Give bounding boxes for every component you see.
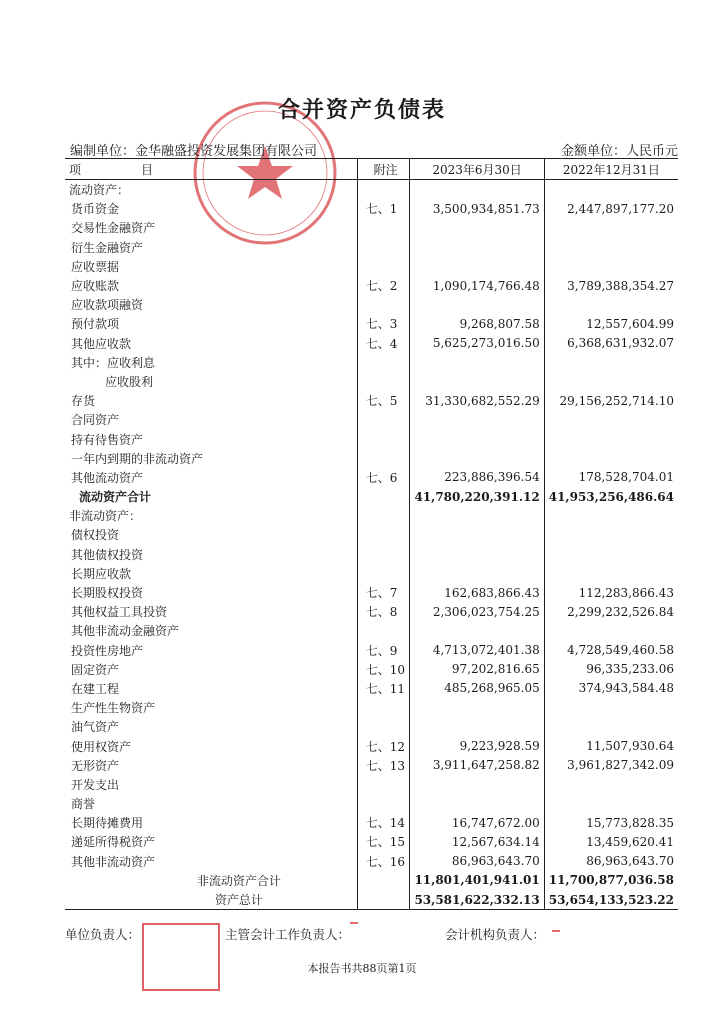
row-prior-value (544, 295, 678, 314)
row-item: 资产总计 (65, 890, 357, 910)
table-row (65, 276, 678, 295)
row-current-value (410, 180, 544, 200)
balance-sheet-table (65, 158, 678, 910)
row-item: 应收票据 (71, 259, 120, 274)
row-item: 流动资产合计 (79, 490, 152, 505)
row-current-value (410, 353, 544, 372)
row-item: 长期股权投资 (71, 586, 144, 601)
row-prior-value: 96,335,233.06 (544, 660, 678, 679)
row-current-value (410, 449, 544, 468)
row-item: 衍生金融资产 (71, 240, 144, 255)
company-name: 编制单位：金华融盛投资发展集团有限公司 (70, 144, 318, 159)
row-note (357, 775, 410, 794)
row-prior-value: 178,528,704.01 (544, 468, 678, 487)
row-prior-value (544, 353, 678, 372)
table-row (65, 832, 678, 851)
row-item: 无形资产 (71, 758, 120, 773)
signature-stamp-2 (552, 930, 560, 932)
row-prior-value (544, 506, 678, 525)
row-note: 七、2 (357, 276, 410, 295)
header-current: 2023年6月30日 (410, 159, 544, 180)
table-row (65, 871, 678, 890)
row-prior-value (544, 794, 678, 813)
row-item: 固定资产 (71, 662, 120, 677)
row-prior-value (544, 564, 678, 583)
row-item: 一年内到期的非流动资产 (71, 451, 204, 466)
row-note: 七、12 (357, 736, 410, 755)
page-title: 合并资产负债表 (277, 98, 446, 123)
row-note (357, 372, 410, 391)
row-item: 其他应收款 (71, 336, 132, 351)
table-row (65, 410, 678, 429)
table-row (65, 391, 678, 410)
table-row (65, 506, 678, 525)
row-note: 七、8 (357, 602, 410, 621)
row-note (357, 525, 410, 544)
table-row (65, 218, 678, 237)
table-row (65, 813, 678, 832)
table-row (65, 736, 678, 755)
row-prior-value (544, 775, 678, 794)
row-item: 投资性房地产 (71, 643, 144, 658)
row-current-value (410, 257, 544, 276)
row-note: 七、3 (357, 314, 410, 333)
row-current-value: 12,567,634.14 (410, 832, 544, 851)
row-current-value: 16,747,672.00 (410, 813, 544, 832)
row-note (357, 295, 410, 314)
row-prior-value (544, 238, 678, 257)
row-prior-value: 41,953,256,486.64 (544, 487, 678, 506)
row-item: 货币资金 (71, 202, 120, 217)
table-row (65, 890, 678, 910)
row-prior-value: 12,557,604.99 (544, 314, 678, 333)
row-note: 七、11 (357, 679, 410, 698)
row-item: 非流动资产： (69, 509, 142, 524)
row-current-value (410, 794, 544, 813)
row-note (357, 621, 410, 640)
row-item: 其他债权投资 (71, 547, 144, 562)
table-row (65, 775, 678, 794)
row-item: 非流动资产合计 (196, 873, 281, 888)
table-row (65, 525, 678, 544)
row-note (357, 257, 410, 276)
row-prior-value: 4,728,549,460.58 (544, 641, 678, 660)
row-note (357, 717, 410, 736)
table-row (65, 852, 678, 871)
row-note: 七、5 (357, 391, 410, 410)
row-current-value (410, 775, 544, 794)
chief-accountant-label: 主管会计工作负责人： (225, 927, 351, 942)
table-row (65, 660, 678, 679)
row-item: 商誉 (71, 797, 96, 812)
table-row (65, 717, 678, 736)
row-prior-value: 2,299,232,526.84 (544, 602, 678, 621)
row-current-value: 9,223,928.59 (410, 736, 544, 755)
row-current-value: 3,500,934,851.73 (410, 199, 544, 218)
row-item: 在建工程 (71, 681, 120, 696)
row-item: 开发支出 (71, 777, 120, 792)
row-note: 七、13 (357, 756, 410, 775)
row-current-value: 97,202,816.65 (410, 660, 544, 679)
table-row (65, 468, 678, 487)
row-current-value: 223,886,396.54 (410, 468, 544, 487)
row-prior-value (544, 257, 678, 276)
row-note (357, 564, 410, 583)
table-row (65, 487, 678, 506)
table-row (65, 641, 678, 660)
row-current-value (410, 621, 544, 640)
row-prior-value (544, 410, 678, 429)
row-prior-value: 2,447,897,177.20 (544, 199, 678, 218)
table-row (65, 295, 678, 314)
row-item: 其他非流动金融资产 (71, 624, 180, 639)
row-item: 其他非流动资产 (71, 854, 156, 869)
row-item: 长期待摊费用 (71, 816, 144, 831)
table-body (65, 180, 678, 910)
row-current-value (410, 410, 544, 429)
row-note (357, 353, 410, 372)
row-item: 持有待售资产 (71, 432, 144, 447)
signature-stamp-1 (350, 922, 358, 924)
row-prior-value (544, 525, 678, 544)
row-prior-value: 112,283,866.43 (544, 583, 678, 602)
row-note: 七、14 (357, 813, 410, 832)
row-item: 其他流动资产 (71, 470, 144, 485)
table-row (65, 621, 678, 640)
table-row (65, 353, 678, 372)
row-note (357, 218, 410, 237)
row-note: 七、7 (357, 583, 410, 602)
row-prior-value: 11,507,930.64 (544, 736, 678, 755)
row-note: 七、16 (357, 852, 410, 871)
row-prior-value (544, 545, 678, 564)
row-current-value (410, 218, 544, 237)
row-item: 交易性金融资产 (71, 221, 156, 236)
row-note: 七、10 (357, 660, 410, 679)
table-row (65, 314, 678, 333)
header-note: 附注 (357, 159, 410, 180)
row-current-value (410, 698, 544, 717)
table-row (65, 334, 678, 353)
row-item: 存货 (71, 394, 96, 409)
name-stamp (142, 923, 220, 991)
row-current-value: 4,713,072,401.38 (410, 641, 544, 660)
table-row (65, 756, 678, 775)
row-note (357, 545, 410, 564)
row-note (357, 794, 410, 813)
row-prior-value: 6,368,631,932.07 (544, 334, 678, 353)
table-row (65, 698, 678, 717)
header-item: 项目 (65, 159, 357, 180)
row-note (357, 506, 410, 525)
row-current-value: 9,268,807.58 (410, 314, 544, 333)
table-row (65, 583, 678, 602)
row-current-value: 86,963,643.70 (410, 852, 544, 871)
row-current-value (410, 372, 544, 391)
row-item: 债权投资 (71, 528, 120, 543)
table-row (65, 602, 678, 621)
row-note (357, 698, 410, 717)
unit-head-label: 单位负责人： (65, 927, 141, 942)
row-prior-value (544, 372, 678, 391)
table-row (65, 180, 678, 200)
row-item: 递延所得税资产 (71, 835, 156, 850)
row-item: 其他权益工具投资 (71, 605, 168, 620)
row-current-value (410, 717, 544, 736)
row-prior-value (544, 180, 678, 200)
row-prior-value: 15,773,828.35 (544, 813, 678, 832)
row-note (357, 871, 410, 890)
row-note: 七、15 (357, 832, 410, 851)
table-row (65, 679, 678, 698)
row-prior-value (544, 717, 678, 736)
row-current-value (410, 429, 544, 448)
row-note (357, 429, 410, 448)
row-current-value (410, 506, 544, 525)
page-number: 本报告书共88页第1页 (307, 962, 417, 975)
table-row (65, 372, 678, 391)
row-note: 七、9 (357, 641, 410, 660)
row-current-value: 2,306,023,754.25 (410, 602, 544, 621)
row-current-value (410, 295, 544, 314)
row-current-value: 162,683,866.43 (410, 583, 544, 602)
row-item: 其中：应收利息 (71, 355, 156, 370)
row-item: 使用权资产 (71, 739, 132, 754)
row-prior-value: 374,943,584.48 (544, 679, 678, 698)
row-note (357, 890, 410, 910)
table-row (65, 564, 678, 583)
row-current-value: 53,581,622,332.13 (410, 890, 544, 910)
row-prior-value: 3,961,827,342.09 (544, 756, 678, 775)
row-current-value: 11,801,401,941.01 (410, 871, 544, 890)
table-row (65, 199, 678, 218)
row-current-value (410, 525, 544, 544)
row-prior-value: 3,789,388,354.27 (544, 276, 678, 295)
row-current-value: 41,780,220,391.12 (410, 487, 544, 506)
row-prior-value (544, 429, 678, 448)
accounting-head-label: 会计机构负责人： (445, 927, 546, 942)
table-row (65, 794, 678, 813)
row-note (357, 410, 410, 429)
row-current-value: 31,330,682,552.29 (410, 391, 544, 410)
row-prior-value (544, 621, 678, 640)
row-item: 长期应收款 (71, 566, 132, 581)
row-note (357, 487, 410, 506)
row-item: 应收款项融资 (71, 298, 144, 313)
row-item: 流动资产： (69, 183, 130, 198)
row-current-value (410, 564, 544, 583)
row-prior-value: 53,654,133,523.22 (544, 890, 678, 910)
row-item: 油气资产 (71, 720, 120, 735)
row-note: 七、4 (357, 334, 410, 353)
table-header-row (65, 159, 678, 180)
row-note: 七、6 (357, 468, 410, 487)
row-current-value: 1,090,174,766.48 (410, 276, 544, 295)
row-item: 预付款项 (71, 317, 120, 332)
row-item: 应收账款 (71, 279, 120, 294)
row-note (357, 449, 410, 468)
row-current-value (410, 545, 544, 564)
currency-unit: 金额单位：人民币元 (560, 144, 678, 159)
row-current-value: 5,625,273,016.50 (410, 334, 544, 353)
row-note (357, 238, 410, 257)
row-note: 七、1 (357, 199, 410, 218)
row-prior-value: 13,459,620.41 (544, 832, 678, 851)
table-row (65, 238, 678, 257)
row-note (357, 180, 410, 200)
row-current-value: 3,911,647,258.82 (410, 756, 544, 775)
table-row (65, 429, 678, 448)
table-row (65, 257, 678, 276)
row-prior-value (544, 698, 678, 717)
header-prior: 2022年12月31日 (544, 159, 678, 180)
row-item: 应收股利 (105, 374, 154, 389)
row-prior-value (544, 449, 678, 468)
row-prior-value (544, 218, 678, 237)
row-prior-value: 86,963,643.70 (544, 852, 678, 871)
row-item: 合同资产 (71, 413, 120, 428)
row-prior-value: 29,156,252,714.10 (544, 391, 678, 410)
row-current-value: 485,268,965.05 (410, 679, 544, 698)
row-prior-value: 11,700,877,036.58 (544, 871, 678, 890)
row-current-value (410, 238, 544, 257)
table-row (65, 449, 678, 468)
table-row (65, 545, 678, 564)
row-item: 生产性生物资产 (71, 701, 156, 716)
